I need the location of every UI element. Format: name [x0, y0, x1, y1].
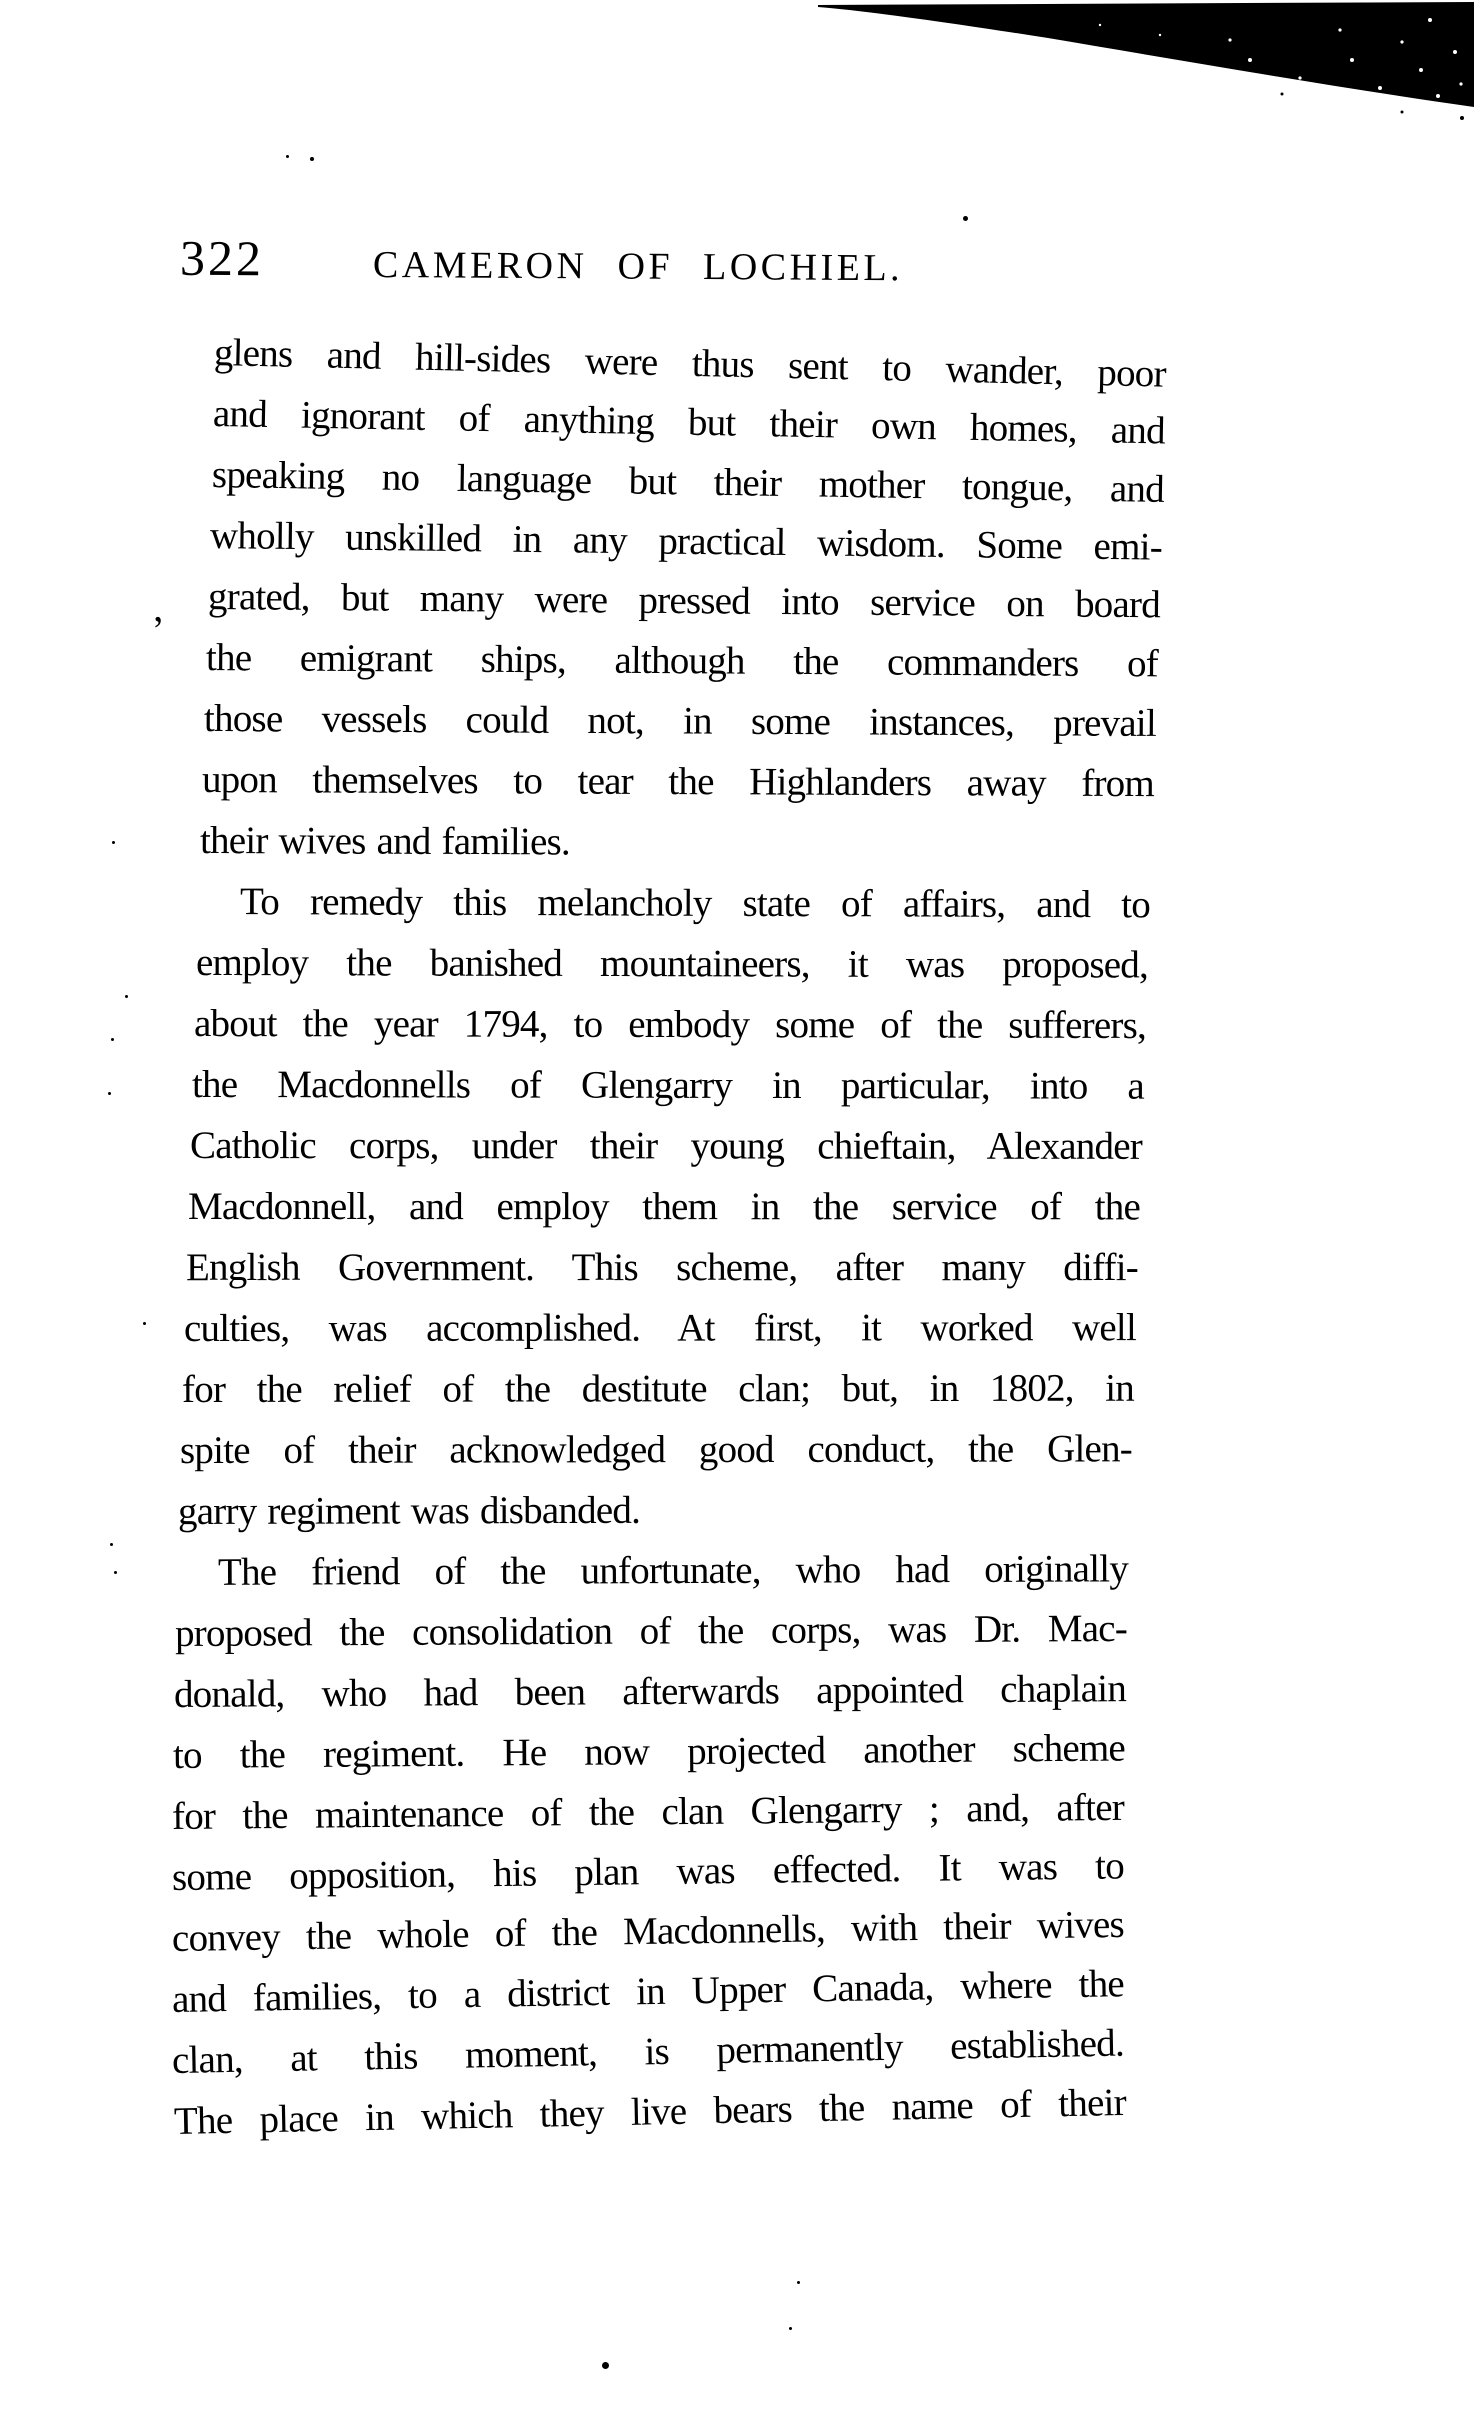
scan-corner-artifact — [0, 0, 1474, 130]
text-line: their wives and families. — [199, 819, 570, 864]
text-line: some opposition, his plan was effected. It was to — [171, 1844, 1125, 1899]
text-line: about the year 1794, to embody some of the sufferers, — [193, 1002, 1147, 1047]
ink-speck — [310, 157, 314, 161]
ink-speck — [797, 2281, 800, 2284]
text-line: clan, at this moment, is permanently established. — [171, 2021, 1125, 2082]
text-line: To remedy this melancholy state of affairs, and to — [239, 880, 1151, 927]
ink-speck — [143, 1322, 146, 1325]
text-line: employ the banished mountaineers, it was proposed, — [195, 941, 1149, 987]
text-line: to the regiment. He now projected another scheme — [172, 1726, 1126, 1777]
text-line: and families, to a district in Upper Canada, where the — [171, 1962, 1125, 2021]
text-line: the emigrant ships, although the commanders of — [205, 636, 1159, 686]
text-line: The friend of the unfortunate, who had originally — [217, 1547, 1129, 1594]
ink-speck — [125, 995, 128, 998]
ink-speck — [789, 2327, 792, 2330]
page-number: 322 — [179, 229, 265, 287]
text-line: for the maintenance of the clan Glengarry ; and, after — [171, 1785, 1125, 1838]
ink-speck — [963, 216, 968, 221]
text-line: The place in which they live bears the name of their — [173, 2080, 1127, 2143]
text-line: for the relief of the destitute clan; but, in 1802, in — [181, 1366, 1135, 1411]
text-line: English Government. This scheme, after many diffi- — [186, 1246, 1138, 1289]
text-line: and ignorant of anything but their own homes, and — [212, 392, 1166, 453]
ink-speck — [114, 1571, 117, 1574]
text-line: convey the whole of the Macdonnells, with their wives — [171, 1902, 1125, 1960]
text-line: wholly unskilled in any practical wisdom. Some emi- — [209, 514, 1163, 569]
text-line: proposed the consolidation of the corps, was Dr. Mac- — [174, 1607, 1128, 1655]
ink-speck — [286, 155, 289, 158]
page-body — [171, 322, 1167, 2152]
text-line: the Macdonnells of Glengarry in particular, into a — [191, 1063, 1145, 1108]
running-header: CAMERON OF LOCHIEL. — [372, 244, 904, 290]
stray-comma-mark: , — [149, 584, 165, 631]
ink-speck — [111, 1038, 114, 1041]
ink-speck — [112, 841, 115, 844]
ink-speck — [602, 2362, 609, 2369]
text-line: culties, was accomplished. At first, it worked well — [183, 1306, 1137, 1350]
text-line: those vessels could not, in some instances, prevail — [203, 697, 1157, 745]
text-line: speaking no language but their mother tongue, and — [211, 453, 1165, 511]
text-line: spite of their acknowledged good conduct, the Glen- — [179, 1427, 1133, 1472]
text-line: upon themselves to tear the Highlanders away from — [201, 758, 1155, 806]
ink-speck — [108, 1092, 111, 1095]
text-line: Catholic corps, under their young chieftain, Alexander — [189, 1124, 1143, 1168]
text-line: glens and hill-sides were thus sent to wander, poor — [213, 331, 1167, 396]
text-line: grated, but many were pressed into service on board — [207, 575, 1161, 627]
ink-speck — [110, 1543, 113, 1546]
text-line: Macdonnell, and employ them in the service of the — [187, 1185, 1141, 1229]
text-line: garry regiment was disbanded. — [177, 1488, 641, 1533]
text-line: donald, who had been afterwards appointed chaplain — [173, 1667, 1127, 1716]
